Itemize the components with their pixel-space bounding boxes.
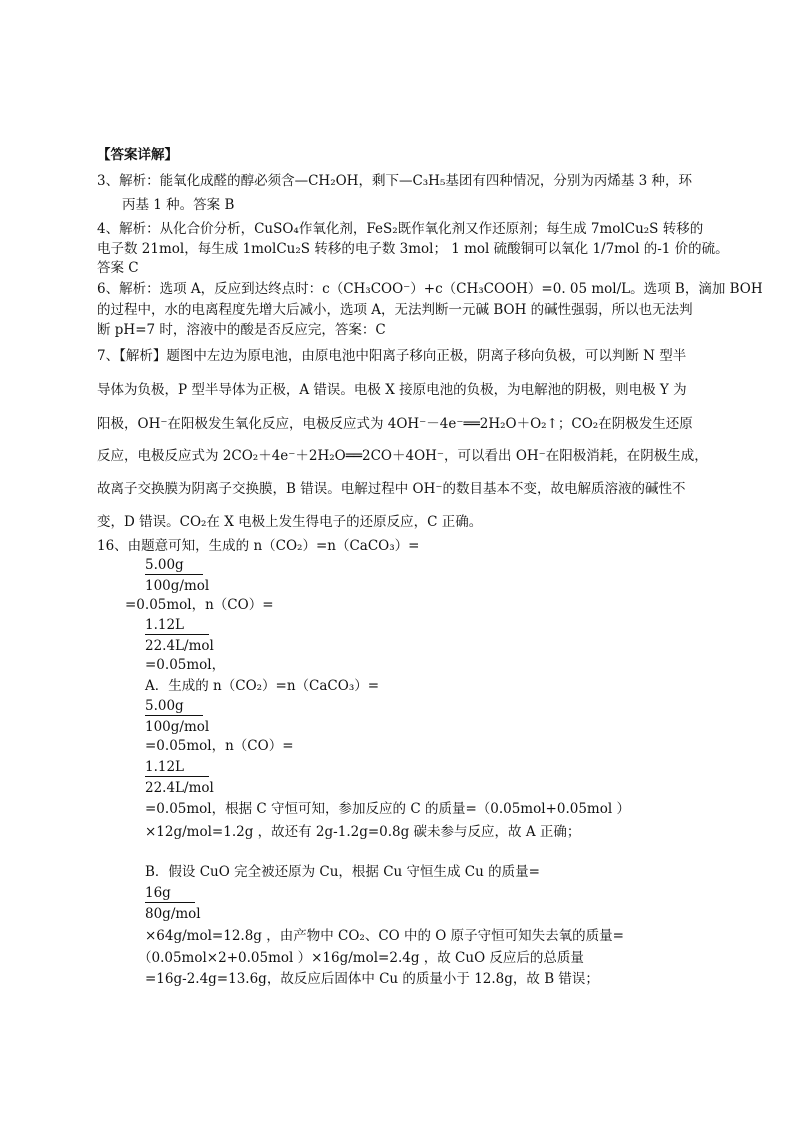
fraction-1-numerator: 5.00g	[145, 557, 203, 575]
q7-line-5: 故离子交换膜为阴离子交换膜，B 错误。电解过程中 OH⁻的数目基本不变，故电解质溶液的碱性不	[97, 481, 686, 497]
fraction-2-denominator: 22.4L/mol	[145, 638, 214, 654]
q16-line-3: =0.05mol，	[145, 657, 226, 673]
q16-option-a-heading: A．生成的 n（CO₂）=n（CaCO₃）=	[145, 678, 380, 694]
q16-line-1: 16、由题意可知，生成的 n（CO₂）=n（CaCO₃）=	[97, 538, 420, 554]
q3-line-2: 丙基 1 种。答案 B	[122, 197, 235, 213]
q7-line-3: 阳极，OH⁻在阳极发生氧化反应，电极反应式为 4OH⁻－4e⁻══2H₂O＋O₂↑；CO₂在阴极发生还原	[97, 416, 693, 432]
q16-line-4: =0.05mol，n（CO）=	[145, 738, 294, 754]
q16-line-9: =16g-2.4g=13.6g，故反应后固体中 Cu 的质量小于 12.8g，故 B 错误；	[145, 971, 599, 987]
fraction-1-denominator: 100g/mol	[145, 578, 210, 594]
q7-line-2: 导体为负极，P 型半导体为正极，A 错误。电极 X 接原电池的负极，为电解池的阴极，则电极 Y 为	[97, 382, 687, 398]
q16-line-7: ×64g/mol=12.8g ，由产物中 CO₂、CO 中的 O 原子守恒可知失去氧的质量=	[145, 928, 624, 944]
fraction-5-denominator: 80g/mol	[145, 906, 201, 922]
q6-line-3: 断 pH=7 时，溶液中的酸是否反应完，答案：C	[97, 322, 386, 338]
q6-line-1: 6、解析：选项 A，反应到达终点时：c（CH₃COO⁻）+c（CH₃COOH）=0. 05 mol/L。选项 B，滴加 BOH	[97, 281, 763, 297]
fraction-4-denominator: 22.4L/mol	[145, 780, 214, 796]
q16-line-2: =0.05mol，n（CO）=	[125, 597, 274, 613]
fraction-2-numerator: 1.12L	[145, 617, 209, 635]
q4-line-2: 电子数 21mol，每生成 1molCu₂S 转移的电子数 3mol； 1 mol 硫酸铜可以氧化 1/7mol 的-1 价的硫。	[97, 241, 729, 257]
fraction-5-numerator: 16g	[145, 885, 195, 903]
q3-line-1: 3、解析：能氧化成醛的醇必须含—CH₂OH，剩下—C₃H₅基团有四种情况，分别为丙烯基 3 种，环	[97, 173, 693, 189]
fraction-3-numerator: 5.00g	[145, 698, 203, 716]
fraction-4-numerator: 1.12L	[145, 759, 209, 777]
answer-header: 【答案详解】	[97, 147, 178, 163]
q7-line-6: 变，D 错误。CO₂在 X 电极上发生得电子的还原反应，C 正确。	[97, 514, 483, 530]
q16-line-6: ×12g/mol=1.2g ，故还有 2g-1.2g=0.8g 碳未参与反应，故 A 正确；	[145, 824, 581, 840]
q7-line-4: 反应，电极反应式为 2CO₂＋4e⁻＋2H₂O══2CO＋4OH⁻，可以看出 OH⁻在阳极消耗，在阴极生成，	[97, 448, 708, 464]
q16-option-b-heading: B．假设 CuO 完全被还原为 Cu，根据 Cu 守恒生成 Cu 的质量=	[145, 864, 540, 880]
q16-line-5: =0.05mol，根据 C 守恒可知，参加反应的 C 的质量=（0.05mol+0.05mol ）	[145, 801, 630, 817]
q16-line-8: （0.05mol×2+0.05mol ）×16g/mol=2.4g ，故 CuO 反应后的总质量	[138, 950, 584, 966]
fraction-3-denominator: 100g/mol	[145, 719, 210, 735]
q4-line-1: 4、解析：从化合价分析，CuSO₄作氧化剂，FeS₂既作氧化剂又作还原剂；每生成 7molCu₂S 转移的	[97, 221, 704, 237]
q7-line-1: 7、【解析】题图中左边为原电池，由原电池中阳离子移向正极，阴离子移向负极，可以判断 N 型半	[97, 348, 687, 364]
q4-line-3: 答案 C	[97, 260, 139, 276]
q6-line-2: 的过程中，水的电离程度先增大后减小，选项 A，无法判断一元碱 BOH 的碱性强弱，所以也无法判	[97, 302, 693, 318]
